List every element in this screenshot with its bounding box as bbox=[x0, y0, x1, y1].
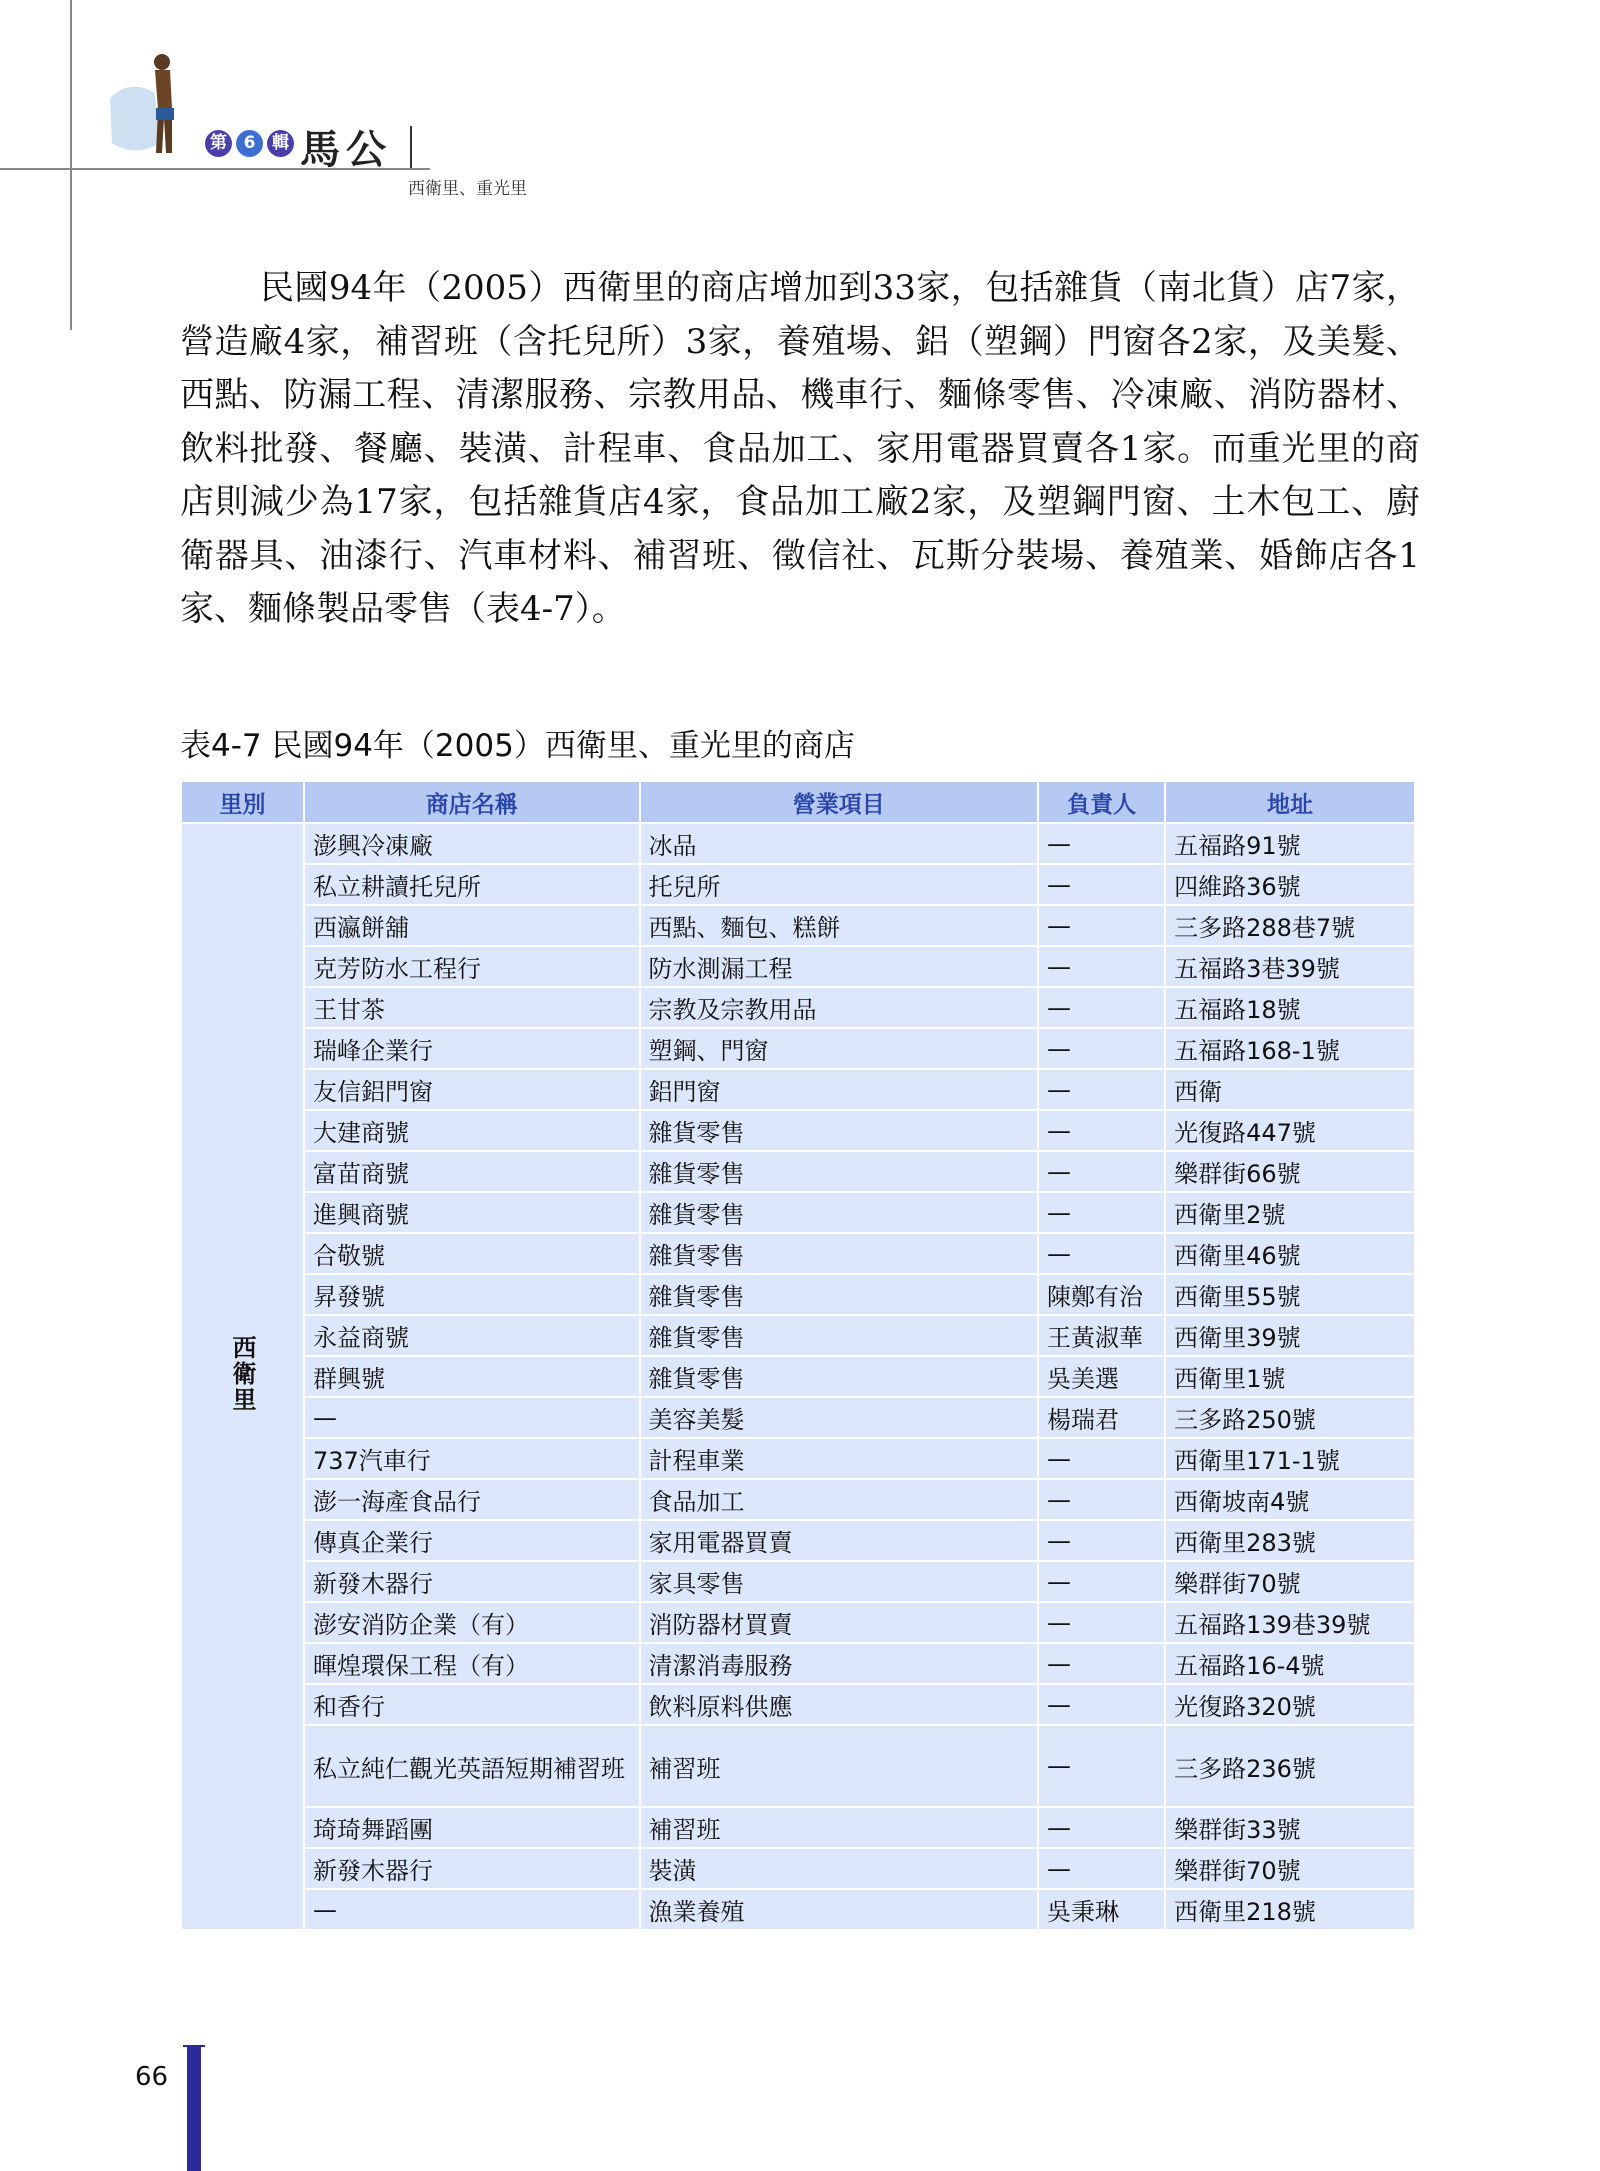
owner-cell: — bbox=[1038, 1110, 1165, 1151]
owner-cell: — bbox=[1038, 1602, 1165, 1643]
shop-name-cell: 傳真企業行 bbox=[304, 1520, 640, 1561]
business-cell: 托兒所 bbox=[640, 864, 1039, 905]
table-row bbox=[181, 1684, 1415, 1725]
business-cell: 食品加工 bbox=[640, 1479, 1039, 1520]
shop-name-cell: 澎一海產食品行 bbox=[304, 1479, 640, 1520]
address-cell: 樂群街70號 bbox=[1165, 1561, 1415, 1602]
table-row bbox=[181, 1233, 1415, 1274]
shop-name-cell: 私立純仁觀光英語短期補習班 bbox=[304, 1725, 640, 1807]
header-owner: 負責人 bbox=[1038, 781, 1165, 823]
address-cell: 西衛里1號 bbox=[1165, 1356, 1415, 1397]
shop-name-cell: 暉煌環保工程（有） bbox=[304, 1643, 640, 1684]
address-cell: 五福路91號 bbox=[1165, 823, 1415, 864]
address-cell: 樂群街66號 bbox=[1165, 1151, 1415, 1192]
shop-name-cell: 永益商號 bbox=[304, 1315, 640, 1356]
business-cell: 計程車業 bbox=[640, 1438, 1039, 1479]
table-row bbox=[181, 823, 1415, 864]
table-row bbox=[181, 1520, 1415, 1561]
owner-cell: — bbox=[1038, 1520, 1165, 1561]
chapter-badge bbox=[205, 130, 294, 157]
page-number: 66 bbox=[135, 2062, 169, 2092]
header-address: 地址 bbox=[1165, 781, 1415, 823]
owner-cell: — bbox=[1038, 1684, 1165, 1725]
fisherman-illustration-icon bbox=[100, 48, 195, 163]
header-business: 營業項目 bbox=[640, 781, 1039, 823]
address-cell: 西衛里39號 bbox=[1165, 1315, 1415, 1356]
address-cell: 樂群街70號 bbox=[1165, 1848, 1415, 1889]
shop-name-cell: — bbox=[304, 1889, 640, 1930]
owner-cell: — bbox=[1038, 1233, 1165, 1274]
shop-name-cell: 私立耕讀托兒所 bbox=[304, 864, 640, 905]
owner-cell: 陳鄭有治 bbox=[1038, 1274, 1165, 1315]
chapter-subtitle: 西衛里、重光里 bbox=[408, 179, 527, 199]
address-cell: 三多路288巷7號 bbox=[1165, 905, 1415, 946]
owner-cell: 吳美選 bbox=[1038, 1356, 1165, 1397]
address-cell: 樂群街33號 bbox=[1165, 1807, 1415, 1848]
owner-cell: — bbox=[1038, 1192, 1165, 1233]
shop-name-cell: 群興號 bbox=[304, 1356, 640, 1397]
shop-name-cell: 富苗商號 bbox=[304, 1151, 640, 1192]
address-cell: 西衛 bbox=[1165, 1069, 1415, 1110]
table-header-row bbox=[181, 781, 1415, 823]
header-vertical-rule bbox=[70, 0, 72, 330]
table-row bbox=[181, 864, 1415, 905]
owner-cell: — bbox=[1038, 905, 1165, 946]
address-cell: 西衛里283號 bbox=[1165, 1520, 1415, 1561]
business-cell: 美容美髮 bbox=[640, 1397, 1039, 1438]
shop-name-cell: 新發木器行 bbox=[304, 1561, 640, 1602]
business-cell: 清潔消毒服務 bbox=[640, 1643, 1039, 1684]
business-cell: 雜貨零售 bbox=[640, 1192, 1039, 1233]
table-row bbox=[181, 1315, 1415, 1356]
business-cell: 雜貨零售 bbox=[640, 1315, 1039, 1356]
header-village: 里別 bbox=[181, 781, 304, 823]
business-cell: 消防器材買賣 bbox=[640, 1602, 1039, 1643]
table-row bbox=[181, 1561, 1415, 1602]
table-row bbox=[181, 946, 1415, 987]
owner-cell: — bbox=[1038, 987, 1165, 1028]
business-cell: 鋁門窗 bbox=[640, 1069, 1039, 1110]
business-cell: 防水測漏工程 bbox=[640, 946, 1039, 987]
table-row bbox=[181, 1848, 1415, 1889]
table-row bbox=[181, 1438, 1415, 1479]
shop-name-cell: 進興商號 bbox=[304, 1192, 640, 1233]
chapter-badge-suffix: 輯 bbox=[267, 130, 294, 157]
shop-name-cell: 737汽車行 bbox=[304, 1438, 640, 1479]
table-row bbox=[181, 1725, 1415, 1807]
body-paragraph: 民國94年（2005）西衛里的商店增加到33家，包括雜貨（南北貨）店7家，營造廠4家，補習班（含托兒所）3家，養殖場、鋁（塑鋼）門窗各2家，及美髮、西點、防漏工程、清潔服務、宗教用品、機車行、麵條零售、冷凍廠、消防器材、飲料批發、餐廳、裝潢、計程車、食品加工、家用電器買賣各1家。而重光里的商店則減少為17家，包括雜貨店4家，食品加工廠2家，及塑鋼門窗、土木包工、廚衛器具、油漆行、汽車材料、補習班、徵信社、瓦斯分裝場、養殖業、婚飾店各1家、麵條製品零售（表4-7）。 bbox=[180, 268, 1420, 629]
business-cell: 家具零售 bbox=[640, 1561, 1039, 1602]
table-row bbox=[181, 1479, 1415, 1520]
chapter-badge-number: 6 bbox=[236, 130, 263, 157]
body-paragraph-block bbox=[180, 262, 1420, 637]
table-body bbox=[181, 823, 1415, 1930]
shop-name-cell: 澎興冷凍廠 bbox=[304, 823, 640, 864]
village-cell bbox=[181, 823, 304, 1930]
shop-name-cell: — bbox=[304, 1397, 640, 1438]
owner-cell: 楊瑞君 bbox=[1038, 1397, 1165, 1438]
shop-name-cell: 克芳防水工程行 bbox=[304, 946, 640, 987]
business-cell: 雜貨零售 bbox=[640, 1110, 1039, 1151]
address-cell: 四維路36號 bbox=[1165, 864, 1415, 905]
table-row bbox=[181, 987, 1415, 1028]
address-cell: 光復路320號 bbox=[1165, 1684, 1415, 1725]
shop-name-cell: 西瀛餅舖 bbox=[304, 905, 640, 946]
owner-cell: — bbox=[1038, 864, 1165, 905]
shop-name-cell: 琦琦舞蹈團 bbox=[304, 1807, 640, 1848]
owner-cell: — bbox=[1038, 1069, 1165, 1110]
owner-cell: 吳秉琳 bbox=[1038, 1889, 1165, 1930]
table-row bbox=[181, 1397, 1415, 1438]
shop-name-cell: 新發木器行 bbox=[304, 1848, 640, 1889]
shop-name-cell: 合敬號 bbox=[304, 1233, 640, 1274]
owner-cell: — bbox=[1038, 1151, 1165, 1192]
address-cell: 三多路250號 bbox=[1165, 1397, 1415, 1438]
page-bar bbox=[187, 2045, 201, 2171]
shops-table bbox=[180, 780, 1416, 1931]
owner-cell: — bbox=[1038, 1848, 1165, 1889]
owner-cell: — bbox=[1038, 946, 1165, 987]
business-cell: 宗教及宗教用品 bbox=[640, 987, 1039, 1028]
business-cell: 雜貨零售 bbox=[640, 1356, 1039, 1397]
business-cell: 塑鋼、門窗 bbox=[640, 1028, 1039, 1069]
owner-cell: — bbox=[1038, 1643, 1165, 1684]
shop-name-cell: 友信鋁門窗 bbox=[304, 1069, 640, 1110]
address-cell: 五福路139巷39號 bbox=[1165, 1602, 1415, 1643]
business-cell: 補習班 bbox=[640, 1725, 1039, 1807]
business-cell: 漁業養殖 bbox=[640, 1889, 1039, 1930]
table-row bbox=[181, 1356, 1415, 1397]
business-cell: 飲料原料供應 bbox=[640, 1684, 1039, 1725]
shop-name-cell: 澎安消防企業（有） bbox=[304, 1602, 640, 1643]
business-cell: 冰品 bbox=[640, 823, 1039, 864]
business-cell: 家用電器買賣 bbox=[640, 1520, 1039, 1561]
address-cell: 五福路16-4號 bbox=[1165, 1643, 1415, 1684]
table-row bbox=[181, 1151, 1415, 1192]
owner-cell: — bbox=[1038, 1725, 1165, 1807]
header-title-divider bbox=[410, 126, 412, 168]
table-row bbox=[181, 1889, 1415, 1930]
owner-cell: 王黃淑華 bbox=[1038, 1315, 1165, 1356]
table-row bbox=[181, 1807, 1415, 1848]
business-cell: 雜貨零售 bbox=[640, 1151, 1039, 1192]
business-cell: 裝潢 bbox=[640, 1848, 1039, 1889]
address-cell: 光復路447號 bbox=[1165, 1110, 1415, 1151]
village-label: 西衛里 bbox=[228, 1334, 256, 1413]
chapter-badge-prefix: 第 bbox=[205, 130, 232, 157]
address-cell: 西衛里218號 bbox=[1165, 1889, 1415, 1930]
shop-name-cell: 王甘茶 bbox=[304, 987, 640, 1028]
address-cell: 五福路18號 bbox=[1165, 987, 1415, 1028]
shop-name-cell: 昇發號 bbox=[304, 1274, 640, 1315]
table-row bbox=[181, 1110, 1415, 1151]
business-cell: 補習班 bbox=[640, 1807, 1039, 1848]
address-cell: 西衛里171-1號 bbox=[1165, 1438, 1415, 1479]
table-row bbox=[181, 1602, 1415, 1643]
owner-cell: — bbox=[1038, 1479, 1165, 1520]
business-cell: 雜貨零售 bbox=[640, 1233, 1039, 1274]
address-cell: 五福路3巷39號 bbox=[1165, 946, 1415, 987]
owner-cell: — bbox=[1038, 823, 1165, 864]
address-cell: 三多路236號 bbox=[1165, 1725, 1415, 1807]
shop-name-cell: 大建商號 bbox=[304, 1110, 640, 1151]
table-row bbox=[181, 1274, 1415, 1315]
business-cell: 西點、麵包、糕餅 bbox=[640, 905, 1039, 946]
table-row bbox=[181, 1028, 1415, 1069]
table-row bbox=[181, 1643, 1415, 1684]
address-cell: 五福路168-1號 bbox=[1165, 1028, 1415, 1069]
business-cell: 雜貨零售 bbox=[640, 1274, 1039, 1315]
address-cell: 西衛里55號 bbox=[1165, 1274, 1415, 1315]
address-cell: 西衛里2號 bbox=[1165, 1192, 1415, 1233]
table-caption: 表4-7 民國94年（2005）西衛里、重光里的商店 bbox=[180, 728, 855, 764]
owner-cell: — bbox=[1038, 1438, 1165, 1479]
owner-cell: — bbox=[1038, 1807, 1165, 1848]
table-row bbox=[181, 1192, 1415, 1233]
owner-cell: — bbox=[1038, 1561, 1165, 1602]
shop-name-cell: 和香行 bbox=[304, 1684, 640, 1725]
header-shop-name: 商店名稱 bbox=[304, 781, 640, 823]
table-row bbox=[181, 905, 1415, 946]
table-row bbox=[181, 1069, 1415, 1110]
shop-name-cell: 瑞峰企業行 bbox=[304, 1028, 640, 1069]
address-cell: 西衛坡南4號 bbox=[1165, 1479, 1415, 1520]
address-cell: 西衛里46號 bbox=[1165, 1233, 1415, 1274]
chapter-title: 馬公 bbox=[300, 126, 392, 173]
owner-cell: — bbox=[1038, 1028, 1165, 1069]
